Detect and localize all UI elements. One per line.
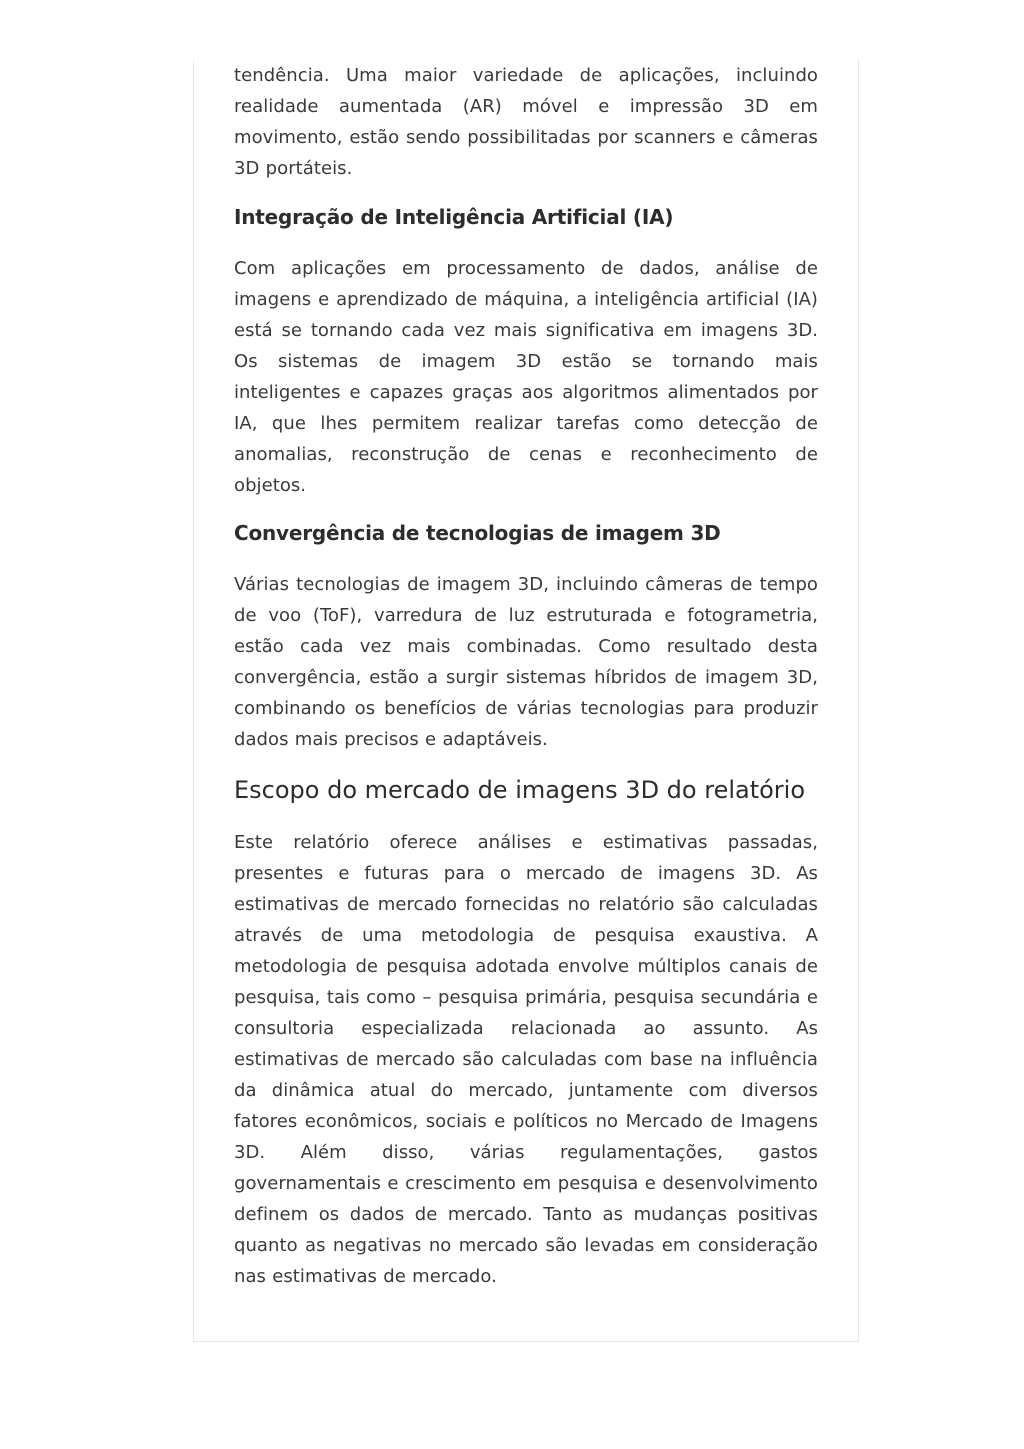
section-paragraph-technology-convergence: Várias tecnologias de imagem 3D, incluindo câmeras de tempo de voo (ToF), varredura de luz estruturada e fotogrametria, estão cada vez mais combinadas. Como resultado desta convergência, estão a surgir sistemas híbridos de imagem 3D, combinando os benefícios de várias tecnologias para produzir dados mais precisos e adaptáveis. xyxy=(234,574,818,750)
scope-paragraph: Este relatório oferece análises e estimativas passadas, presentes e futuras para o mercado de imagens 3D. As estimativas de mercado fornecidas no relatório são calculadas através de uma metodologia de pesquisa exaustiva. A metodologia de pesquisa adotada envolve múltiplos canais de pesquisa, tais como – pesquisa primária, pesquisa secundária e consultoria especializada relacionada ao assunto. As estimativas de mercado são calculadas com base na influência da dinâmica atual do mercado, juntamente com diversos fatores econômicos, sociais e políticos no Mercado de Imagens 3D. Além disso, várias regulamentações, gastos governamentais e crescimento em pesquisa e desenvolvimento definem os dados de mercado. Tanto as mudanças positivas quanto as negativas no mercado são levadas em consideração nas estimativas de mercado. xyxy=(234,832,818,1287)
document-card xyxy=(193,60,859,1342)
section-heading-ai-integration: Integração de Inteligência Artificial (IA) xyxy=(234,205,674,229)
scope-heading: Escopo do mercado de imagens 3D do relatório xyxy=(234,776,806,804)
intro-paragraph: tendência. Uma maior variedade de aplicações, incluindo realidade aumentada (AR) móvel e impressão 3D em movimento, estão sendo possibilitadas por scanners e câmeras 3D portáteis. xyxy=(234,65,818,179)
section-heading-technology-convergence: Convergência de tecnologias de imagem 3D xyxy=(234,521,721,545)
section-paragraph-ai-integration: Com aplicações em processamento de dados, análise de imagens e aprendizado de máquina, a inteligência artificial (IA) está se tornando cada vez mais significativa em imagens 3D. Os sistemas de imagem 3D estão se tornando mais inteligentes e capazes graças aos algoritmos alimentados por IA, que lhes permitem realizar tarefas como detecção de anomalias, reconstrução de cenas e reconhecimento de objetos. xyxy=(234,258,818,496)
